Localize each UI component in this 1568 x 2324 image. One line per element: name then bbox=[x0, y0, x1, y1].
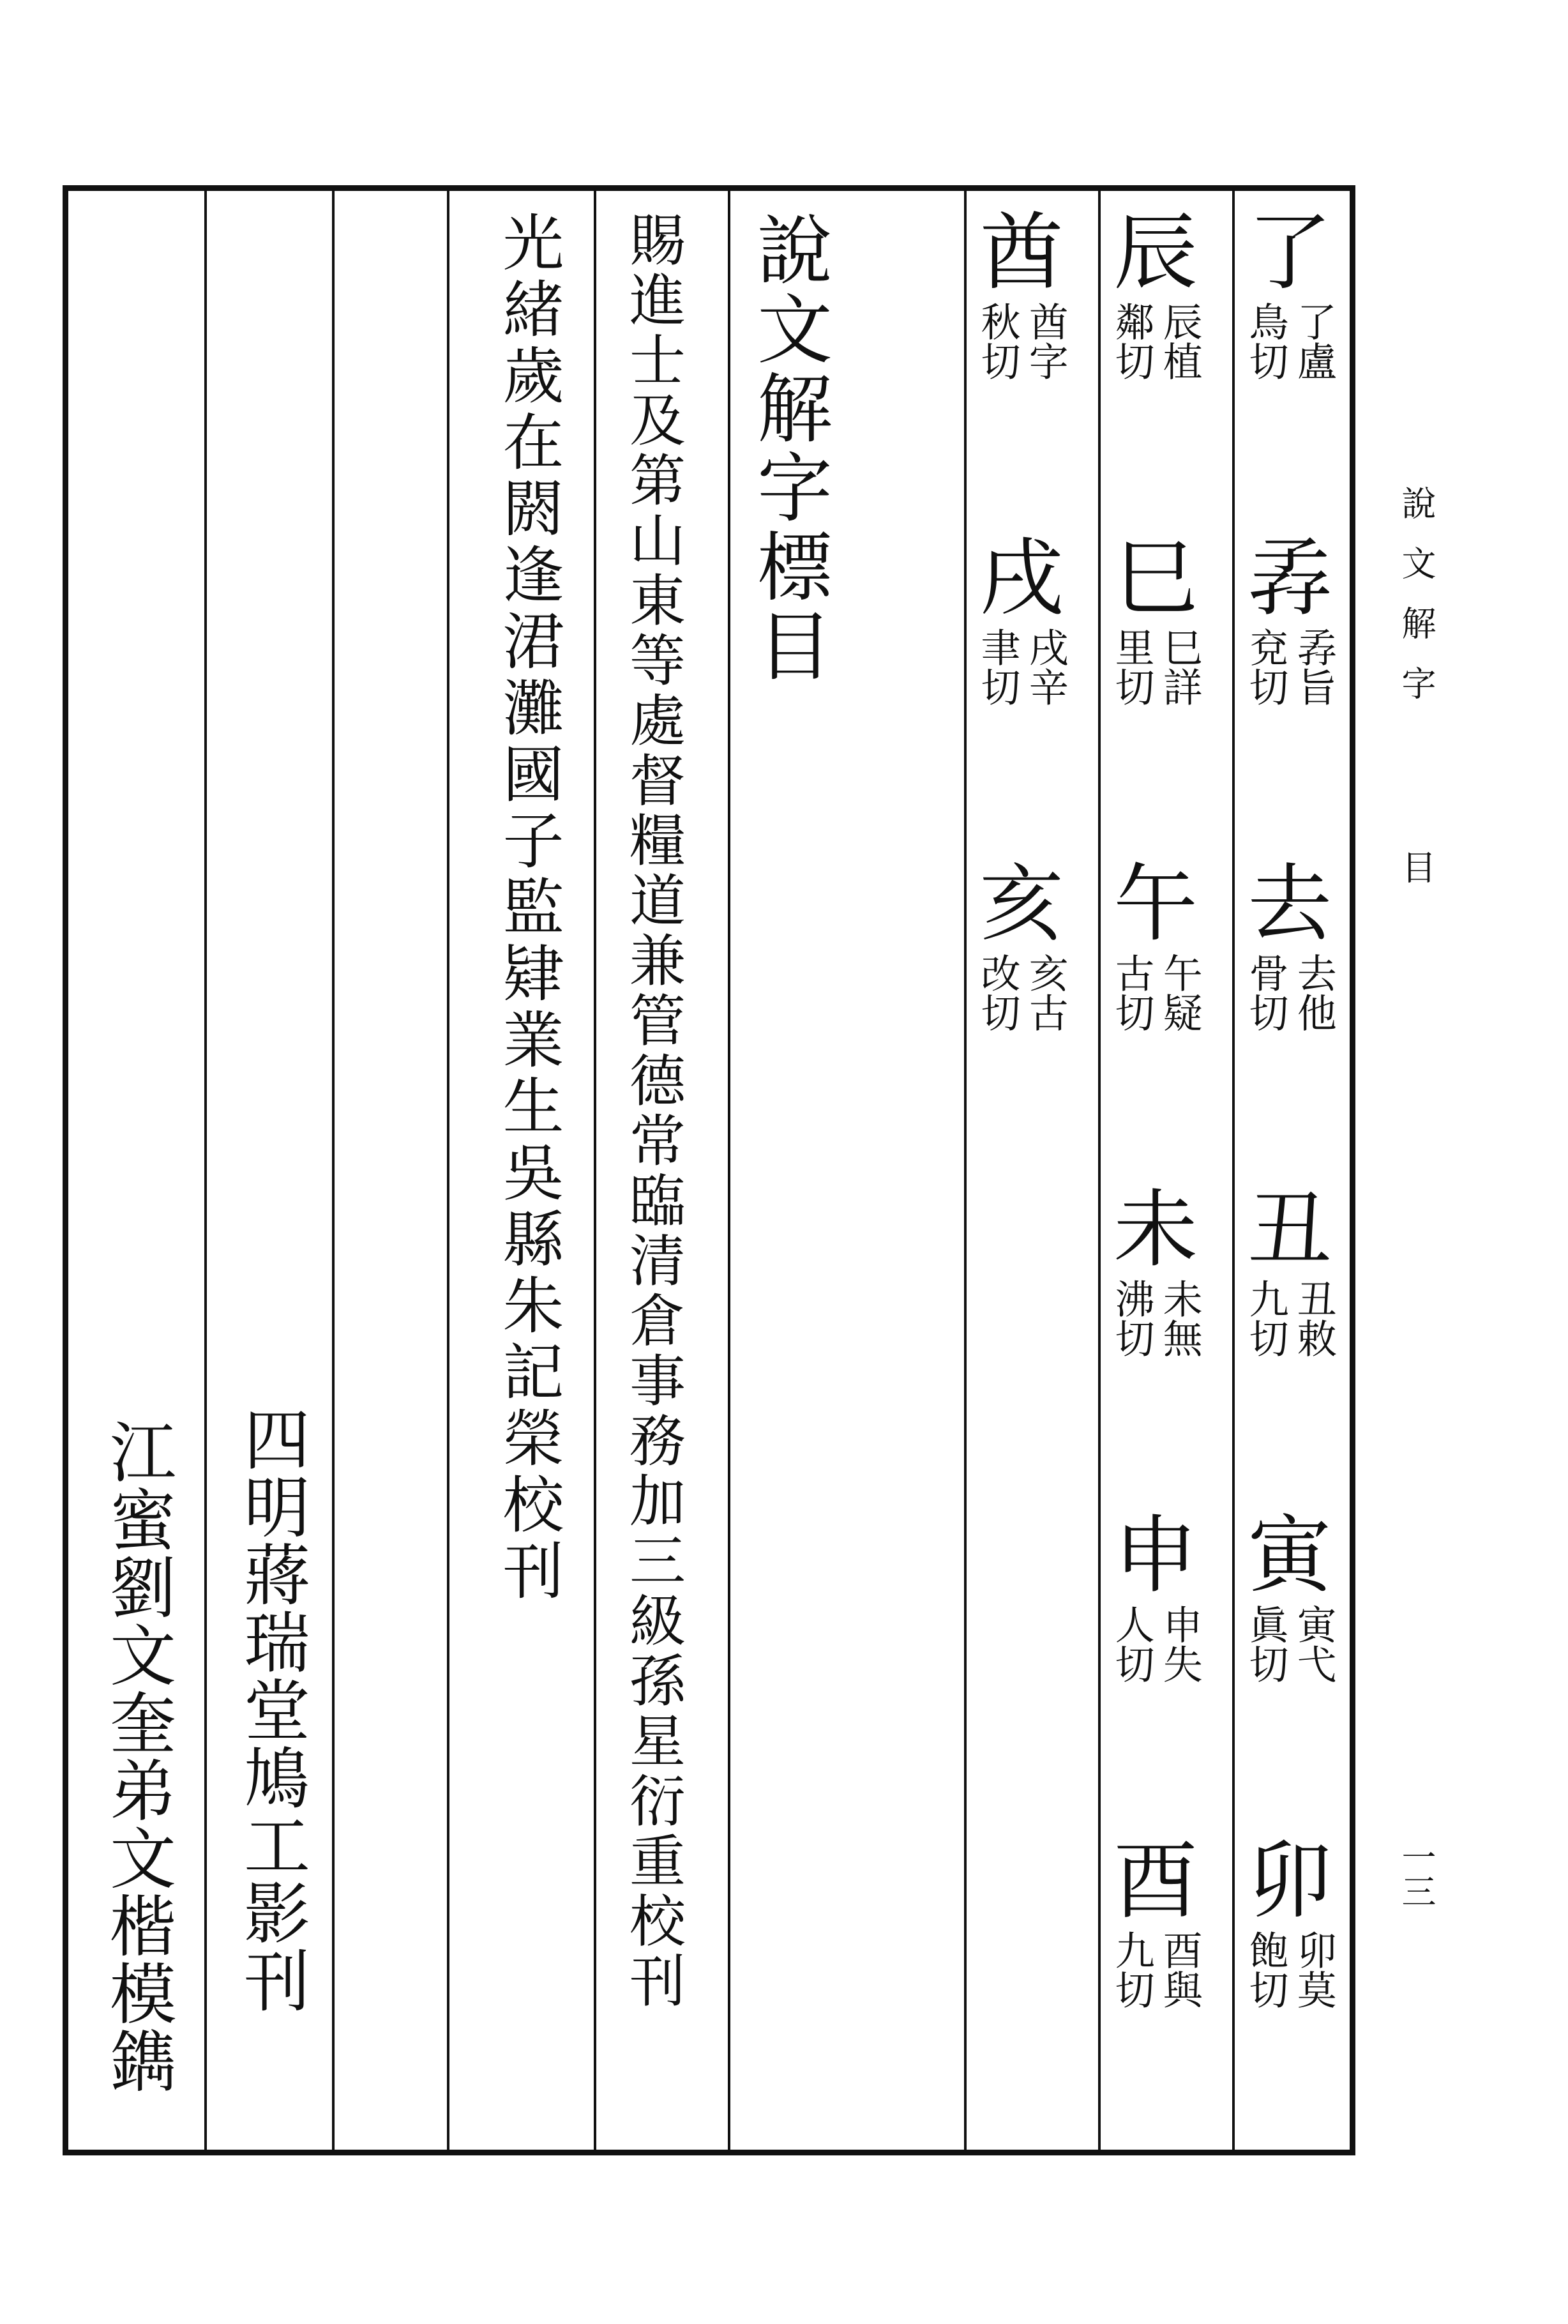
gloss-line: 酉與 bbox=[1156, 1930, 1203, 2009]
column-rule bbox=[204, 185, 207, 2155]
engraver-credit-2: 江蜜劉文奎弟文楷模鐫 bbox=[98, 1418, 176, 2095]
dictionary-entry bbox=[1108, 855, 1203, 1032]
seal-character: 寅 bbox=[1248, 1507, 1332, 1605]
column-rule bbox=[594, 185, 596, 2155]
gloss-line: 去他 bbox=[1290, 953, 1338, 1032]
column-rule bbox=[728, 185, 730, 2155]
dictionary-entry bbox=[1108, 1832, 1203, 2009]
column-rule bbox=[447, 185, 449, 2155]
dictionary-entry bbox=[1242, 855, 1338, 1032]
gloss-line: 未無 bbox=[1156, 1279, 1203, 1358]
dictionary-entry bbox=[974, 855, 1069, 1032]
column-rule bbox=[1098, 185, 1101, 2155]
dictionary-entry bbox=[1242, 1832, 1338, 2009]
margin-book-title: 說文解字 bbox=[1396, 485, 1436, 725]
dictionary-entry bbox=[1108, 1181, 1203, 1358]
gloss-line: 巳詳 bbox=[1156, 627, 1203, 706]
gloss-line: 骨切 bbox=[1242, 953, 1290, 1032]
seal-character: 申 bbox=[1113, 1507, 1198, 1605]
gloss-line: 聿切 bbox=[974, 627, 1021, 706]
dictionary-entry bbox=[1242, 529, 1338, 706]
seal-character: 辰 bbox=[1113, 204, 1198, 302]
gloss-line: 丑敕 bbox=[1290, 1279, 1338, 1358]
gloss-line: 辰植 bbox=[1156, 301, 1203, 381]
gloss-line: 寅弋 bbox=[1290, 1604, 1338, 1683]
gloss-line: 鄰切 bbox=[1108, 301, 1156, 381]
gloss-line: 九切 bbox=[1242, 1279, 1290, 1358]
gloss-line: 古切 bbox=[1108, 953, 1156, 1032]
gloss-line: 卯莫 bbox=[1290, 1930, 1338, 2009]
gloss-line: 人切 bbox=[1108, 1604, 1156, 1683]
editor-attribution: 賜進士及第山東等處督糧道兼管德常臨清倉事務加三級孫星衍重校刊 bbox=[621, 211, 686, 2012]
gloss-line: 秋切 bbox=[974, 301, 1021, 381]
dictionary-entry bbox=[974, 529, 1069, 706]
gloss-line: 酋字 bbox=[1022, 301, 1069, 381]
margin-section: 目 bbox=[1396, 849, 1436, 909]
gloss-line: 孨旨 bbox=[1290, 627, 1338, 706]
seal-character: 孨 bbox=[1248, 529, 1332, 628]
seal-character: 卯 bbox=[1248, 1832, 1332, 1931]
seal-character: 丑 bbox=[1248, 1181, 1332, 1279]
seal-character: 午 bbox=[1113, 855, 1198, 953]
dictionary-entry bbox=[1242, 1507, 1338, 1683]
gloss-line: 眞切 bbox=[1242, 1604, 1290, 1683]
seal-character: 了 bbox=[1248, 204, 1332, 302]
gloss-line: 亥古 bbox=[1022, 953, 1069, 1032]
seal-character: 巳 bbox=[1113, 529, 1198, 628]
column-rule bbox=[964, 185, 967, 2155]
seal-character: 酋 bbox=[979, 204, 1064, 302]
gloss-line: 申失 bbox=[1156, 1604, 1203, 1683]
dictionary-entry bbox=[1242, 204, 1338, 381]
seal-character: 未 bbox=[1113, 1181, 1198, 1279]
gloss-line: 沸切 bbox=[1108, 1279, 1156, 1358]
gloss-line: 九切 bbox=[1108, 1930, 1156, 2009]
seal-character: 酉 bbox=[1113, 1832, 1198, 1931]
gloss-line: 了盧 bbox=[1290, 301, 1338, 381]
seal-character: 亥 bbox=[979, 855, 1064, 953]
section-title: 說文解字標目 bbox=[744, 211, 833, 686]
column-rule bbox=[1232, 185, 1235, 2155]
gloss-line: 戌辛 bbox=[1022, 627, 1069, 706]
gloss-line: 兗切 bbox=[1242, 627, 1290, 706]
engraver-credit-1: 四明蔣瑞堂鳩工影刊 bbox=[232, 1405, 310, 2014]
collator-attribution: 光緒歲在閼逢涒灘國子監肄業生吳縣朱記榮校刊 bbox=[493, 211, 564, 1606]
dictionary-entry bbox=[1108, 529, 1203, 706]
seal-character: 戌 bbox=[979, 529, 1064, 628]
column-rule bbox=[332, 185, 335, 2155]
seal-character: 去 bbox=[1248, 855, 1332, 953]
dictionary-entry bbox=[974, 204, 1069, 381]
page-number: 一三 bbox=[1396, 1839, 1436, 1908]
dictionary-entry bbox=[1108, 1507, 1203, 1683]
gloss-line: 午疑 bbox=[1156, 953, 1203, 1032]
gloss-line: 飽切 bbox=[1242, 1930, 1290, 2009]
dictionary-entry bbox=[1108, 204, 1203, 381]
gloss-line: 鳥切 bbox=[1242, 301, 1290, 381]
dictionary-entry bbox=[1242, 1181, 1338, 1358]
gloss-line: 改切 bbox=[974, 953, 1021, 1032]
gloss-line: 里切 bbox=[1108, 627, 1156, 706]
